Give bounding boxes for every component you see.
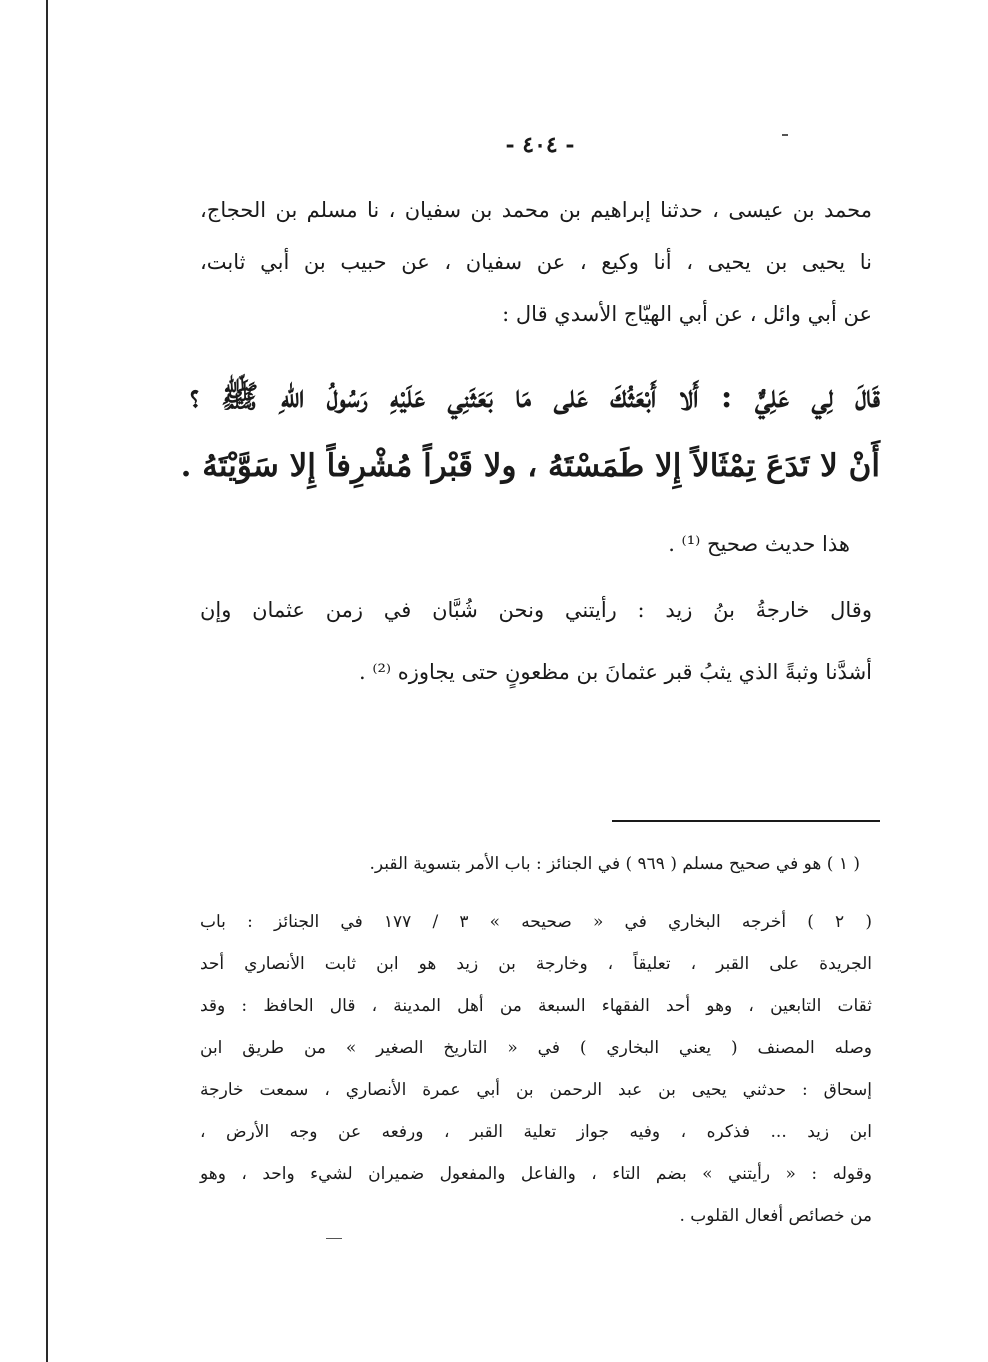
isnad-line: محمد بن عيسى ، حدثنا إبراهيم بن محمد بن سفيان ، نا مسلم بن الحجاج، [200,198,872,222]
footnote-2-line: إسحاق : حدثني يحيى بن عبد الرحمن بن أبي عمرة الأنصاري ، سمعت خارجة [200,1080,872,1100]
isnad-line: نا يحيى بن يحيى ، أنا وكيع ، عن سفيان ، عن حبيب بن أبي ثابت، [200,250,872,274]
hadith-line: قَالَ لِي عَلِيٌّ : أَلا أَبْعَثُكَ عَلى مَا بَعَثَنِي عَلَيْهِ رَسُولُ اللهِ ﷺ ؟ [190,379,880,415]
footnote-2-line: وصله المصنف ( يعني البخاري ) في « التاريخ الصغير » من طريق ابن [200,1038,872,1058]
athar-line: وقال خارجةُ بنُ زيد : رأيتني ونحن شُبَّان في زمن عثمان وإن [200,598,872,622]
binding-edge-line [46,0,48,1362]
book-page [180,0,880,1362]
footnote-2-line: وقوله : « رأيتني » بضم التاء ، والفاعل والمفعول ضميران لشيء واحد ، وهو [200,1164,872,1184]
footnote-1: ( ١ ) هو في صحيح مسلم ( ٩٦٩ ) في الجنائز : باب الأمر بتسوية القبر. [369,854,860,874]
footnote-2-line: ابن زيد ... فذكره ، وفيه جواز تعلية القبر ، ورفعه عن وجه الأرض ، [200,1122,872,1142]
footnote-2-line: ثقات التابعين ، وهو أحد الفقهاء السبعة من أهل المدينة ، قال الحافظ : وقد [200,996,872,1016]
hadith-grade: هذا حديث صحيح ⁽¹⁾ . [668,532,850,556]
athar-line: أشدَّنا وثبةً الذي يثبُ قبر عثمانَ بن مظعونٍ حتى يجاوزه ⁽²⁾ . [358,660,872,684]
footnote-separator [612,820,880,822]
page-number: - ٤٠٤ - [505,132,575,158]
footnote-2-line: الجريدة على القبر ، تعليقاً ، وخارجة بن زيد هو ابن ثابت الأنصاري أحد [200,954,872,974]
footnote-2-line: من خصائص أفعال القلوب . [679,1206,872,1226]
footnote-2-line: ( ٢ ) أخرجه البخاري في « صحيحه » ٣ / ١٧٧ في الجنائز : باب [200,912,872,932]
isnad-line: عن أبي وائل ، عن أبي الهيّاج الأسدي قال : [502,302,872,326]
hadith-line: أَنْ لا تَدَعَ تِمْثَالاً إِلا طَمَسْتَهُ ، ولا قَبْراً مُشْرِفاً إِلا سَوَّيْتَهُ . [180,448,880,484]
